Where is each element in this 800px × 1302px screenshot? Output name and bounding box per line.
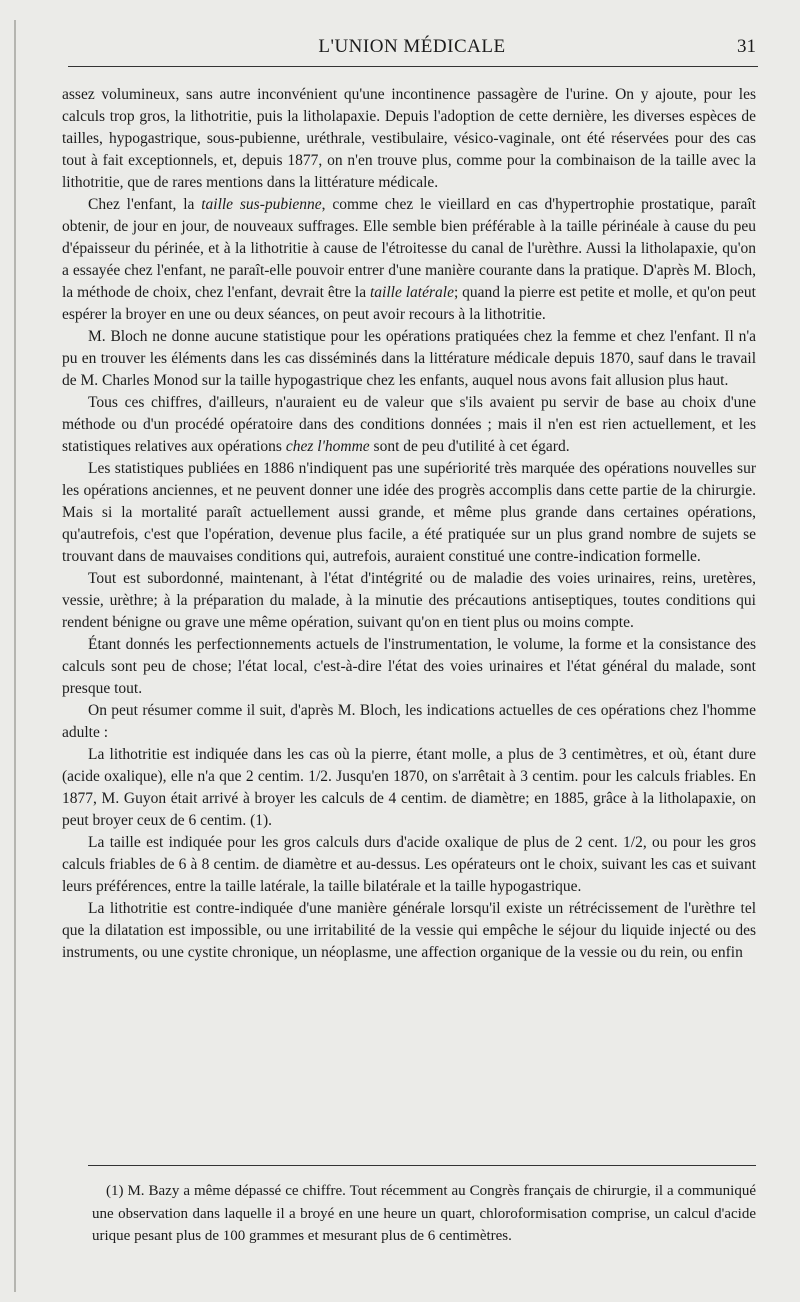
page-header [68,34,756,62]
paragraph: Tous ces chiffres, d'ailleurs, n'auraient eu de valeur que s'ils avaient pu servir de base au choix d'une méthode ou d'un procédé opératoire dans des conditions données ; mais il n'en est rien actuellement, et les statistiques relatives aux opérations chez l'homme sont de peu d'utilité à cet égard. [62,394,756,455]
paragraph: On peut résumer comme il suit, d'après M. Bloch, les indications actuelles de ces opérations chez l'homme adulte : [62,702,756,741]
paragraph: assez volumineux, sans autre inconvénient qu'une incontinence passagère de l'urine. On y ajoute, pour les calculs trop gros, la lithotritie, puis la litholapaxie. Depuis l'adoption de cette dernière, les diverses espèces de tailles, hypogastrique, sous-pubienne, uréthrale, vestibulaire, vésico-vaginale, ont été réservées pour des cas tout à fait exceptionnels, et, depuis 1877, on n'en trouve plus, comme pour la combinaison de la taille avec la lithotritie, que de rares mentions dans la littérature médicale. [62,86,756,191]
paragraph: La lithotritie est contre-indiquée d'une manière générale lorsqu'il existe un rétrécissement de l'urèthre tel que la dilatation est impossible, ou une irritabilité de la vessie qui empêche le séjour du liquide injecté ou des instruments, ou une cystite chronique, un néoplasme, une affection organique de la vessie ou du rein, ou enfin [62,900,756,961]
paragraph: Étant donnés les perfectionnements actuels de l'instrumentation, le volume, la forme et la consistance des calculs sont peu de chose; l'état local, c'est-à-dire l'état des voies urinaires et l'état général du malade, sont presque tout. [62,636,756,697]
scan-edge [14,20,16,1292]
paragraph: M. Bloch ne donne aucune statistique pour les opérations pratiquées chez la femme et chez l'enfant. Il n'a pu en trouver les éléments dans les cas disséminés dans la littérature médicale depuis 1870, sauf dans le travail de M. Charles Monod sur la taille hypogastrique chez les enfants, auquel nous avons fait allusion plus haut. [62,328,756,389]
paragraph: La lithotritie est indiquée dans les cas où la pierre, étant molle, a plus de 3 centimètres, et où, étant dure (acide oxalique), elle n'a que 2 centim. 1/2. Jusqu'en 1870, on s'arrêtait à 3 centim. pour les calculs friables. En 1877, M. Guyon était arrivé à broyer les calculs de 4 centim. de diamètre; en 1885, grâce à la litholapaxie, on peut broyer ceux de 6 centim. (1). [62,746,756,829]
italic-term: chez l'homme [285,438,370,455]
italic-term: taille sus-pubienne [201,196,322,213]
paragraph: Les statistiques publiées en 1886 n'indiquent pas une supériorité très marquée des opérations nouvelles sur les opérations anciennes, et ne peuvent donner une idée des progrès accomplis dans cette partie de la chirurgie. Mais si la mortalité paraît actuellement aussi grande, et même plus grande dans certaines opérations, qu'autrefois, c'est que l'opération, devenue plus facile, a été pratiquée sur un plus grand nombre de sujets se trouvant dans de mauvaises conditions qui, autrefois, auraient constitué une contre-indication formelle. [62,460,756,565]
running-title: L'UNION MÉDICALE [318,36,506,57]
italic-term: taille latérale [370,284,454,301]
paragraph: Tout est subordonné, maintenant, à l'état d'intégrité ou de maladie des voies urinaires, reins, uretères, vessie, urèthre; à la préparation du malade, à la minutie des précautions antiseptiques, toutes conditions qui rendent bénigne ou grave une même opération, suivant qu'on en tient plus ou moins compte. [62,570,756,631]
header-rule [68,66,758,67]
paragraph: La taille est indiquée pour les gros calculs durs d'acide oxalique de plus de 2 cent. 1/2, ou pour les gros calculs friables de 6 à 8 centim. de diamètre et au-dessus. Les opérateurs ont le choix, suivant les cas et suivant leurs préférences, entre la taille latérale, la taille bilatérale et la taille hypogastrique. [62,834,756,895]
paragraph: Chez l'enfant, la taille sus-pubienne, comme chez le vieillard en cas d'hypertrophie prostatique, paraît obtenir, de jour en jour, de nouveaux suffrages. Elle semble bien préférable à la taille périnéale à cause du peu d'épaisseur du périnée, et à la lithotritie à cause de l'étroitesse du canal de l'urèthre. Aussi la litholapaxie, qu'on a essayée chez l'enfant, ne paraît-elle pouvoir entrer d'une manière courante dans la pratique. D'après M. Bloch, la méthode de choix, chez l'enfant, devrait être la taille latérale; quand la pierre est petite et molle, et qu'on peut espérer la broyer en une ou deux séances, on peut avoir recours à la lithotritie. [62,196,756,323]
footnote-rule [88,1165,756,1166]
footnote-text: (1) M. Bazy a même dépassé ce chiffre. Tout récemment au Congrès français de chirurgie, il a communiqué une observation dans laquelle il a broyé en une heure un quart, chloroformisation comprise, un calcul d'acide urique pesant plus de 100 grammes et mesurant plus de 6 centimètres. [92,1183,756,1244]
body-text [62,84,756,964]
footnote [92,1180,756,1248]
page-number: 31 [737,36,756,57]
